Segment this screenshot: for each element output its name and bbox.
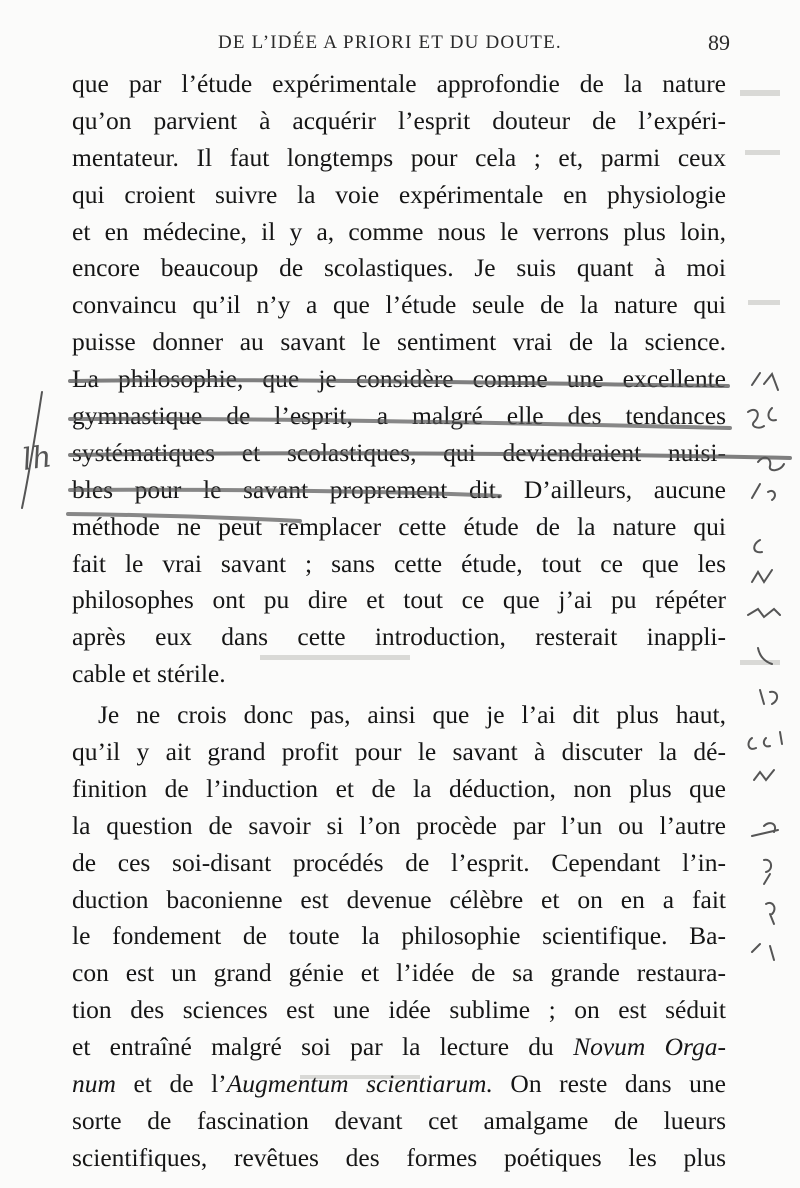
italic-title-run: Augmentum scientiarum. (226, 1069, 493, 1099)
text-line: que par l’étude expérimentale approfondie de la nature (72, 69, 726, 98)
text-line: et en médecine, il y a, comme nous le verrons plus loin, (72, 216, 726, 246)
text-run: et de l’ (115, 1069, 227, 1099)
text-line: cable et stérile. (72, 659, 226, 689)
text-line: tion des sciences est une idée sublime ; on est séduit (72, 995, 726, 1025)
text-line: après eux dans cette introduction, resterait inappli- (72, 622, 726, 652)
page-number: 89 (708, 30, 730, 55)
text-run: On reste dans une (492, 1069, 726, 1099)
text-line: Je ne crois donc pas, ainsi que je l’ai dit plus haut, (98, 700, 726, 730)
text-line: gymnastique de l’esprit, a malgré elle des tendances (72, 401, 726, 431)
marginal-note-left: lh (20, 439, 54, 478)
text-line: sorte de fascination devant cet amalgame de lueurs (72, 1105, 726, 1135)
text-line: puisse donner au savant le sentiment vrai de la science. (72, 327, 726, 357)
text-line: con est un grand génie et l’idée de sa grande restaura- (72, 958, 726, 988)
text-line: de ces soi-disant procédés de l’esprit. Cependant l’in- (72, 847, 726, 877)
running-header (70, 30, 730, 60)
text-line: bles pour le savant proprement dit. D’ailleurs, aucune (72, 474, 726, 504)
main-text (72, 66, 726, 1177)
running-title: DE L’IDÉE A PRIORI ET DU DOUTE. (218, 32, 562, 53)
italic-title-run: Novum Orga- (573, 1032, 726, 1062)
text-line: qu’on parvient à acquérir l’esprit douteur de l’expéri- (72, 105, 726, 135)
text-line: la question de savoir si l’on procède par l’un ou l’autre (72, 810, 726, 840)
text-line: qui croient suivre la voie expérimentale en physiologie (72, 179, 726, 209)
text-run: et entraîné malgré soi par la lecture du (72, 1032, 554, 1062)
text-line: le fondement de toute la philosophie scientifique. Ba- (72, 921, 726, 951)
text-line: encore beaucoup de scolastiques. Je suis quant à moi (72, 253, 726, 283)
text-line: fait le vrai savant ; sans cette étude, tout ce que les (72, 548, 726, 578)
text-line: scientifiques, revêtues des formes poétiques les plus (72, 1142, 726, 1172)
text-line-mixed (72, 1029, 726, 1066)
text-line: finition de l’induction et de la déduction, non plus que (72, 773, 726, 803)
text-line: qu’il y ait grand profit pour le savant à discuter la dé- (72, 737, 726, 767)
text-line: méthode ne peut remplacer cette étude de la nature qui (72, 511, 726, 541)
text-line: systématiques et scolastiques, qui deviendraient nuisi- (72, 437, 726, 467)
text-line: convaincu qu’il n’y a que l’étude seule de la nature qui (72, 290, 726, 320)
text-line: La philosophie, que je considère comme une excellente (72, 364, 726, 394)
text-line: philosophes ont pu dire et tout ce que j’ai pu répéter (72, 585, 726, 615)
text-line: mentateur. Il faut longtemps pour cela ; et, parmi ceux (72, 142, 726, 172)
italic-title-run: num (72, 1069, 116, 1099)
text-line: duction baconienne est devenue célèbre et on en a fait (72, 884, 726, 914)
text-line-mixed (72, 1066, 726, 1103)
